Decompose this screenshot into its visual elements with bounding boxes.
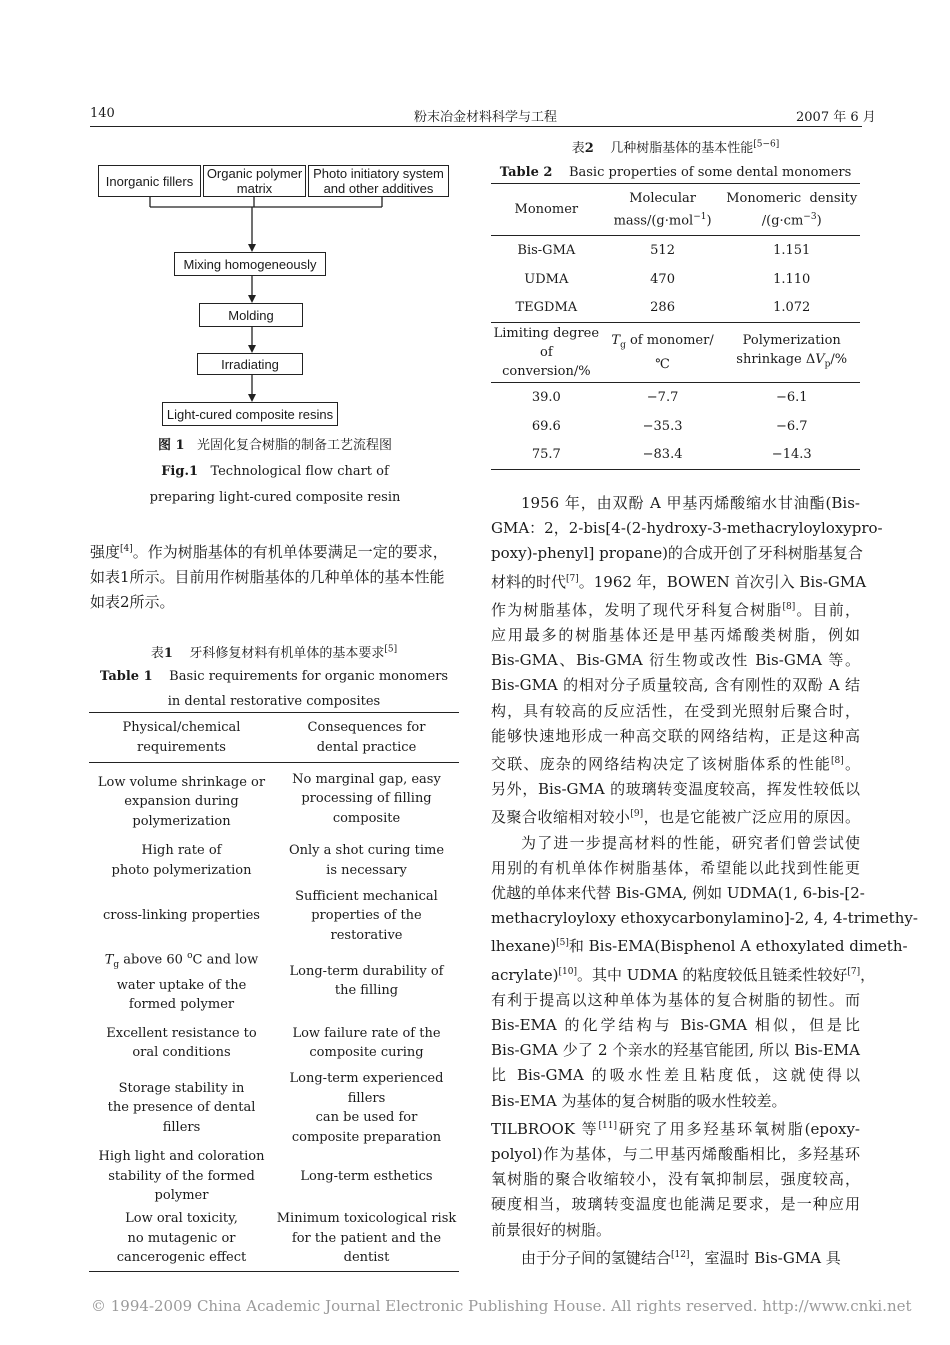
text-line: 强度[4]。作为树脂基体的有机单体要满足一定的要求， (90, 543, 448, 561)
table-row: UDMA 470 1.110 (524, 271, 811, 287)
table-row: High light and coloration stability of the formed polymer Long-term esthetics (98, 1149, 433, 1203)
table-row: 39.0 −7.7 −6.1 (531, 389, 808, 405)
table1-header: Physical/chemical requirements (122, 720, 241, 755)
table1-title-en-line2: in dental restorative composites (167, 694, 381, 709)
table1 (89, 712, 459, 1272)
table2-title-cn: 表2 几种树脂基体的基本性能[5−6] (571, 139, 780, 156)
text-line: Bis-GMA 少了 2 个亲水的羟基官能团, 所以 Bis-EMA (491, 1041, 860, 1060)
flow-box-irradiating: Irradiating (197, 353, 303, 375)
flow-box-organic-matrix: Organic polymer matrix (203, 165, 306, 197)
text-line: 氧树脂的聚合收缩较小，没有氧抑制层，强度较高， (491, 1170, 860, 1189)
figure-caption-en-line2: preparing light-cured composite resin (149, 490, 401, 505)
table-row: Excellent resistance to oral conditions Low failure rate of the composite curing (106, 1025, 441, 1060)
text-line: polyol)作为基体，与二甲基丙烯酸酯相比，多羟基环 (491, 1145, 860, 1164)
journal-title: 粉末冶金材料科学与工程 (414, 110, 558, 125)
text-line: 用别的有机单体作树脂基体，希望能以此找到性能更 (491, 858, 860, 877)
text-line: poxy)-phenyl] propane)的合成开创了牙科树脂基复合 (491, 544, 863, 563)
text-line: 构，具有较高的反应活性，在受到光照射后聚合时， (491, 701, 860, 720)
table2-header: Monomer (514, 202, 579, 217)
text-line: 为了进一步提高材料的性能，研究者们曾尝试使 (521, 833, 860, 852)
table-row: TEGDMA 286 1.072 (515, 300, 811, 316)
text-line: TILBROOK 等[11]研究了用多羟基环氧树脂(epoxy- (491, 1119, 860, 1138)
text-line: 材料的时代[7]。1962 年，BOWEN 首次引入 Bis-GMA (491, 572, 867, 591)
text-line: methacryloyloxy ethoxycarbonylamino]-2, 4, 4-trimethy- (491, 909, 918, 928)
table2-header: Monomeric density $/(g\cdot cm^{-3})$ (726, 190, 858, 229)
text-line: GMA：2，2-bis[4-(2-hydroxy-3-methacryloyloxypro- (491, 519, 883, 538)
text-line: 1956 年，由双酚 A 甲基丙烯酸缩水甘油酯(Bis- (521, 494, 860, 512)
table-row: Bis-GMA 512 1.151 (517, 242, 811, 258)
copyright-footer: © 1994-2009 China Academic Journal Electronic Publishing House. All rights reserved. http://www.cnki.net (91, 1297, 912, 1315)
text-line: Bis-EMA 的化学结构与 Bis-GMA 相似，但是比 (491, 1016, 860, 1035)
text-line: 应用最多的树脂基体还是甲基丙烯酸类树脂，例如 (491, 626, 860, 645)
header-rule (90, 126, 862, 127)
text-line: 前景很好的树脂。 (491, 1220, 612, 1239)
flow-box-light-cured: Light-cured composite resins (162, 402, 338, 426)
table-row: cross-linking properties Sufficient mechanical properties of the restorative (103, 888, 438, 943)
text-line: 如表1所示。目前用作树脂基体的几种单体的基本性能 (90, 568, 445, 587)
figure-caption-cn: 图 1 光固化复合树脂的制备工艺流程图 (158, 438, 392, 453)
table1-title-en: Table 1 Basic requirements for organic monomers (99, 669, 449, 684)
text-line: Bis-GMA 的相对分子质量较高, 含有刚性的双酚 A 结 (491, 676, 860, 695)
issue-date: 2007 年 6 月 (796, 110, 876, 125)
text-line: acrylate)[10]。其中 UDMA 的粘度较低且链柔性较好[7]， (491, 965, 876, 984)
text-line: 由于分子间的氢键结合[12]，室温时 Bis-GMA 具 (521, 1248, 841, 1267)
table2-header: $T_g$ of monomer/ ℃ (611, 332, 714, 373)
flow-box-photo-initiator: Photo initiatory system and other additives (308, 165, 449, 197)
flow-box-mixing: Mixing homogeneously (174, 252, 326, 276)
text-line: 及聚合收缩相对较小[9]，也是它能被广泛应用的原因。 (491, 808, 860, 827)
table2-title-en: Table 2 Basic properties of some dental monomers (499, 165, 852, 180)
table2-header: Molecular mass/(g·mol$^{-1}$) (613, 190, 712, 229)
table1-title-cn: 表1 牙科修复材料有机单体的基本要求[5] (150, 644, 398, 661)
text-line: 作为树脂基体，发明了现代牙科复合树脂[8]。目前， (491, 600, 860, 619)
text-line: 有利于提高以这种单体为基体的复合树脂的韧性。而 (491, 990, 860, 1009)
text-line: 硬度相当，玻璃转变温度也能满足要求，是一种应用 (491, 1195, 860, 1214)
tg-cell: $T_g$ above 60 $^o$C and low water uptake of the formed polymer (104, 951, 259, 1013)
right-column-text (491, 491, 918, 1271)
table2 (491, 183, 860, 470)
table-row: $T_g$ above 60 $^o$C and low water uptake of the formed polymer Long-term durability of the filling (89, 945, 459, 1017)
table2-header: Limiting degree of conversion/% (493, 326, 600, 379)
page-number: 140 (90, 106, 115, 121)
table-row: High rate of photo polymerization Only a shot curing time is necessary (111, 843, 445, 878)
table-row: Low oral toxicity, no mutagenic or cancerogenic effect Minimum toxicological risk for the patient and the dentist (89, 1206, 459, 1272)
table1-header: Consequences for dental practice (307, 720, 426, 755)
text-line: lhexane)[5]和 Bis-EMA(Bisphenol A ethoxylated dimeth- (491, 937, 908, 956)
text-line: 如表2所示。 (90, 593, 175, 612)
text-line: 比 Bis-GMA 的吸水性差且粘度低，这就使得以 (491, 1066, 860, 1085)
table2-header: Polymerization shrinkage $\Delta V_p/\%$ (736, 332, 848, 370)
text-line: Bis-EMA 为基体的复合树脂的吸水性较差。 (491, 1091, 787, 1110)
text-line: Bis-GMA、Bis-GMA 衍生物或改性 Bis-GMA 等。 (491, 651, 860, 670)
flow-box-molding: Molding (199, 303, 303, 327)
text-line: 优越的单体来代替 Bis-GMA, 例如 UDMA(1, 6-bis-[2- (491, 884, 865, 903)
table-row: 69.6 −35.3 −6.7 (531, 418, 808, 434)
flow-box-inorganic-fillers: Inorganic fillers (98, 165, 201, 197)
text-line: 交联、庞杂的网络结构决定了该树脂体系的性能[8]。 (491, 755, 860, 774)
table-row: 75.7 −83.4 −14.3 (491, 441, 860, 470)
table-row: Storage stability in the presence of dental fillers Long-term experienced fillers can be used for composite preparation (107, 1071, 444, 1145)
text-line: 另外，Bis-GMA 的玻璃转变温度较高，挥发性较低以 (491, 780, 860, 799)
table-row: Low volume shrinkage or expansion during polymerization No marginal gap, easy processing of filling composite (97, 771, 441, 829)
left-paragraph (90, 537, 460, 616)
text-line: 能够快速地形成一种高交联的网络结构，正是这种高 (491, 726, 860, 745)
figure-caption-en: Fig.1 Technological flow chart of (161, 464, 389, 479)
flowchart-connectors (95, 160, 465, 430)
